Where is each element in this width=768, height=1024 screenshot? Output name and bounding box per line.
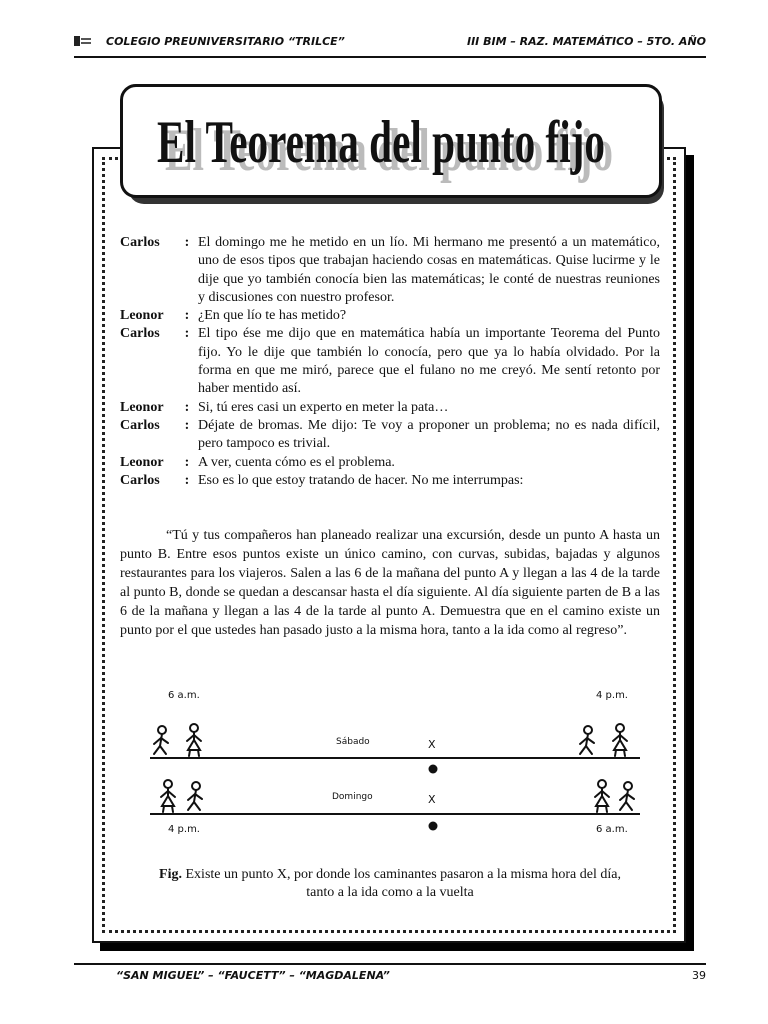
fixed-point-dot <box>429 822 438 831</box>
figure-caption <box>120 866 660 902</box>
separator: : <box>184 308 190 324</box>
dialogue-text: Eso es lo que estoy tratando de hacer. No me interrumpas: <box>198 472 524 488</box>
separator: : <box>184 472 190 488</box>
separator: : <box>184 399 190 415</box>
footer-rule <box>74 963 706 965</box>
label-top-left-time: 6 a.m. <box>168 690 200 701</box>
dialogue-text: Si, tú eres casi un experto en meter la pata… <box>198 399 449 415</box>
dialogue-text: El domingo me he metido en un lío. Mi hermano me presentó a un matemático, uno de esos tipos que trabajan haciendo cosas en matemáticas. Quise lucirme y le dije que yo también conocía bien las matemáticas; le conté de nuestras reuniones y discusiones con nuestro profesor. <box>198 235 660 305</box>
dialogue-text: A ver, cuenta cómo es el problema. <box>198 454 395 470</box>
title-box <box>120 84 662 198</box>
fixed-point-dot <box>429 765 438 774</box>
walkers-figure <box>150 684 650 844</box>
speaker: Leonor <box>120 308 164 324</box>
walker-icon <box>620 782 634 810</box>
dialogue-text: Déjate de bromas. Me dijo: Te voy a proponer un problema; no es nada difícil, pero tampoco es trivial. <box>198 417 660 452</box>
label-saturday: Sábado <box>336 737 370 747</box>
header-rule <box>74 56 706 58</box>
label-sunday: Domingo <box>332 792 373 802</box>
walker-icon <box>161 780 175 812</box>
label-top-right-time: 4 p.m. <box>596 690 628 701</box>
marker-x-saturday: X <box>428 738 436 751</box>
speaker: Carlos <box>120 326 160 342</box>
problem-statement: “Tú y tus compañeros han planeado realizar una excursión, desde un punto A hasta un punto B. Entre esos puntos existe un único camino, con curvas, subidas, bajadas y algunos restaurantes para los viajeros. Salen a las 6 de la mañana del punto A y llegan a las 4 de la tarde al punto B, donde se quedan a descansar hasta el día siguiente. Al día siguiente parten de B a las 6 de la mañana y llegan a las 4 de la tarde al punto A. Demuestra que en el camino existe un punto por el que ustedes han pasado justo a la misma hora, tanto a la ida como al regreso”. <box>120 528 660 638</box>
dialogue-line <box>120 307 660 325</box>
marker-x-sunday: X <box>428 793 436 806</box>
dialogue-text: ¿En que lío te has metido? <box>198 308 347 324</box>
footer-campuses: “SAN MIGUEL” – “FAUCETT” – “MAGDALENA” <box>116 969 390 982</box>
caption-line-2: tanto a la ida como a la vuelta <box>306 885 474 900</box>
label-bottom-left-time: 4 p.m. <box>168 824 200 835</box>
walker-icon <box>187 724 201 756</box>
speaker: Carlos <box>120 472 160 488</box>
header-school-name: COLEGIO PREUNIVERSITARIO “TRILCE” <box>106 35 345 48</box>
dialogue-text: El tipo ése me dijo que en matemática había un importante Teorema del Punto fijo. Yo le dije que también lo conocía, pero que ya lo había olvidado. Por la forma en que me miró, parece que el fulano no me creyó. Me sentí retonto por haber mentido así. <box>198 326 660 397</box>
separator: : <box>184 326 190 342</box>
dialogue-line <box>120 472 660 490</box>
separator: : <box>184 417 190 433</box>
school-logo-icon <box>74 35 92 47</box>
speaker: Leonor <box>120 399 164 415</box>
dialogue-line <box>120 399 660 417</box>
dialogue <box>120 234 660 490</box>
dialogue-line <box>120 417 660 454</box>
caption-line-1: Existe un punto X, por donde los caminantes pasaron a la misma hora del día, <box>182 867 621 882</box>
title-art <box>123 87 659 195</box>
page-header <box>74 34 706 52</box>
separator: : <box>184 454 190 470</box>
dialogue-line <box>120 454 660 472</box>
speaker: Carlos <box>120 235 160 250</box>
speaker: Carlos <box>120 417 160 433</box>
dialogue-line <box>120 325 660 398</box>
header-course-info: III BIM – RAZ. MATEMÁTICO – 5TO. AÑO <box>466 35 706 48</box>
dialogue-line <box>120 234 660 307</box>
walker-icon <box>613 724 627 756</box>
page-number: 39 <box>692 969 706 982</box>
walker-icon <box>188 782 202 810</box>
label-bottom-right-time: 6 a.m. <box>596 824 628 835</box>
walker-icon <box>580 726 594 754</box>
walker-icon <box>595 780 609 812</box>
walker-icon <box>154 726 168 754</box>
speaker: Leonor <box>120 454 164 470</box>
caption-prefix: Fig. <box>159 867 182 882</box>
title-shadow-text: El Teorema del punto fijo <box>165 117 613 183</box>
page-title: El Teorema del punto fijo <box>157 109 605 175</box>
separator: : <box>184 235 190 250</box>
